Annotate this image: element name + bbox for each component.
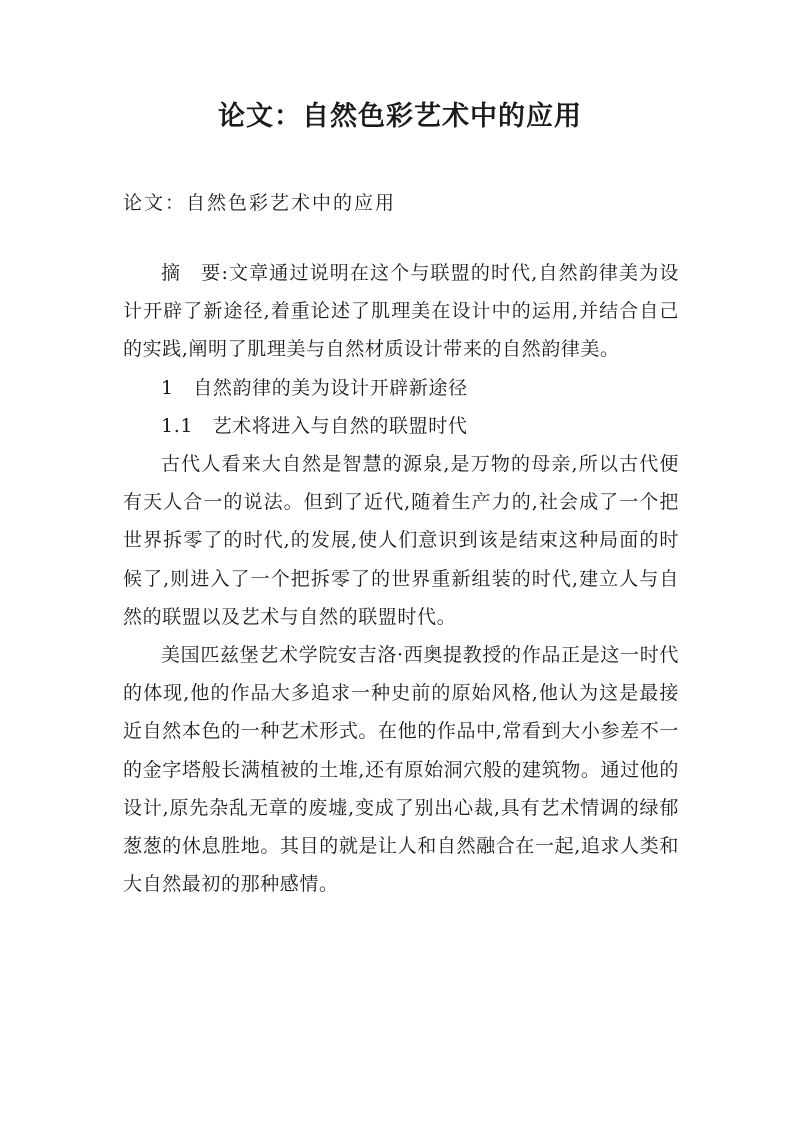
subsection-heading: 1.1 艺术将进入与自然的联盟时代: [161, 414, 468, 437]
document-subtitle: 论文：自然色彩艺术中的应用: [123, 192, 397, 214]
document-body: [123, 254, 679, 903]
body-paragraph: 美国匹兹堡艺术学院安吉洛·西奥提教授的作品正是这一时代的体现,他的作品大多追求一种史前的原始风格,他认为这是最接近自然本色的一种艺术形式。在他的作品中,常看到大小参差不一的金字塔般长满植被的土堆,还有原始洞穴般的建筑物。通过他的设计,原先杂乱无章的废墟,变成了别出心裁,具有艺术情调的绿郁葱葱的休息胜地。其目的就是让人和自然融合在一起,追求人类和大自然最初的那种感情。: [123, 644, 679, 896]
body-paragraph: 古代人看来大自然是智慧的源泉,是万物的母亲,所以古代便有天人合一的说法。但到了近代,随着生产力的,社会成了一个把世界拆零了的时代,的发展,使人们意识到该是结束这种局面的时候了,则进入了一个把拆零了的世界重新组装的时代,建立人与自然的联盟以及艺术与自然的联盟时代。: [123, 453, 679, 628]
abstract-paragraph: 摘 要:文章通过说明在这个与联盟的时代,自然韵律美为设计开辟了新途径,着重论述了肌理美在设计中的运用,并结合自己的实践,阐明了肌理美与自然材质设计带来的自然韵律美。: [123, 262, 679, 361]
section-heading: 1 自然韵律的美为设计开辟新途径: [161, 376, 468, 399]
document-title: 论文：自然色彩艺术中的应用: [218, 101, 582, 132]
